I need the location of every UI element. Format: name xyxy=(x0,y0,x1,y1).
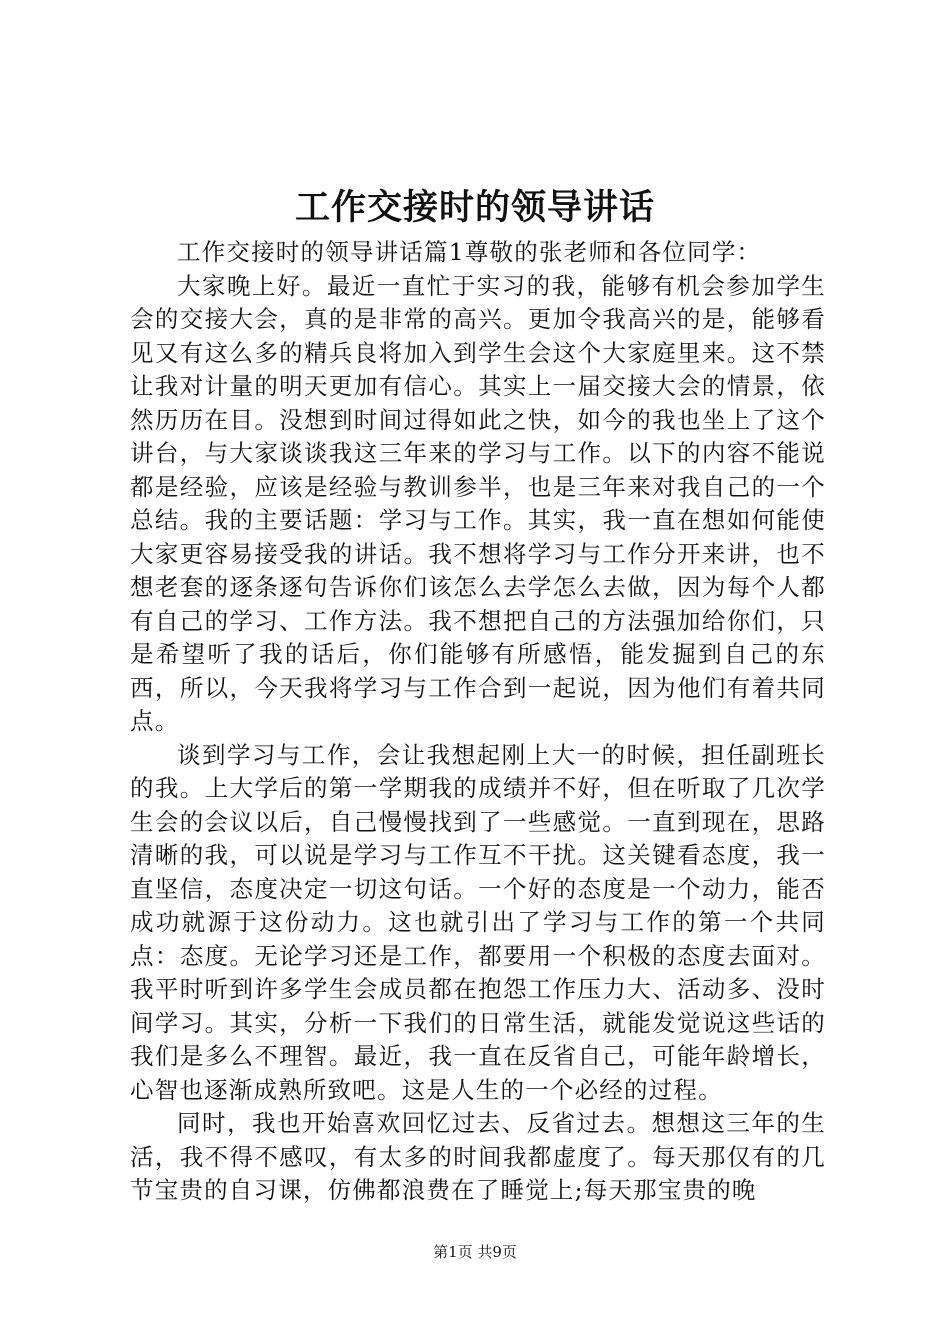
paragraph-1: 工作交接时的领导讲话篇1尊敬的张老师和各位同学： xyxy=(177,238,762,266)
page-number-footer: 第1页 共9页 xyxy=(433,1243,517,1261)
paragraph-3: 谈到学习与工作，会让我想起刚上大一的时候，担任副班长的我。上大学后的第一学期我的成绩并不好，但在听取了几次学生会的会议以后，自己慢慢找到了一些感觉。一直到现在，思路清晰的我，可以说是学习与工作互不干扰。这关键看态度，我一直坚信，态度决定一切这句话。一个好的态度是一个动力，能否成功就源于这份动力。这也就引出了学习与工作的第一个共同点：态度。无论学习还是工作，都要用一个积极的态度去面对。我平时听到许多学生会成员都在抱怨工作压力大、活动多、没时间学习。其实，分析一下我们的日常生活，就能发觉说这些话的我们是多么不理智。最近，我一直在反省自己，可能年龄增长，心智也逐渐成熟所致吧。这是人生的一个必经的过程。 xyxy=(130,740,826,1104)
document-body xyxy=(130,236,826,1208)
paragraph-2: 大家晚上好。最近一直忙于实习的我，能够有机会参加学生会的交接大会，真的是非常的高兴。更加令我高兴的是，能够看见又有这么多的精兵良将加入到学生会这个大家庭里来。这不禁让我对计量的明天更加有信心。其实上一届交接大会的情景，依然历历在目。没想到时间过得如此之快，如今的我也坐上了这个讲台，与大家谈谈我这三年来的学习与工作。以下的内容不能说都是经验，应该是经验与教训参半，也是三年来对我自己的一个总结。我的主要话题：学习与工作。其实，我一直在想如何能使大家更容易接受我的讲话。我不想将学习与工作分开来讲，也不想老套的逐条逐句告诉你们该怎么去学怎么去做，因为每个人都有自己的学习、工作方法。我不想把自己的方法强加给你们，只是希望听了我的话后，你们能够有所感悟，能发掘到自己的东西，所以，今天我将学习与工作合到一起说，因为他们有着共同点。 xyxy=(130,271,826,735)
paragraph-4: 同时，我也开始喜欢回忆过去、反省过去。想想这三年的生活，我不得不感叹，有太多的时间我都虚度了。每天那仅有的几节宝贵的自习课，仿佛都浪费在了睡觉上;每天那宝贵的晚 xyxy=(130,1109,826,1204)
document-title: 工作交接时的领导讲话 xyxy=(294,187,655,228)
